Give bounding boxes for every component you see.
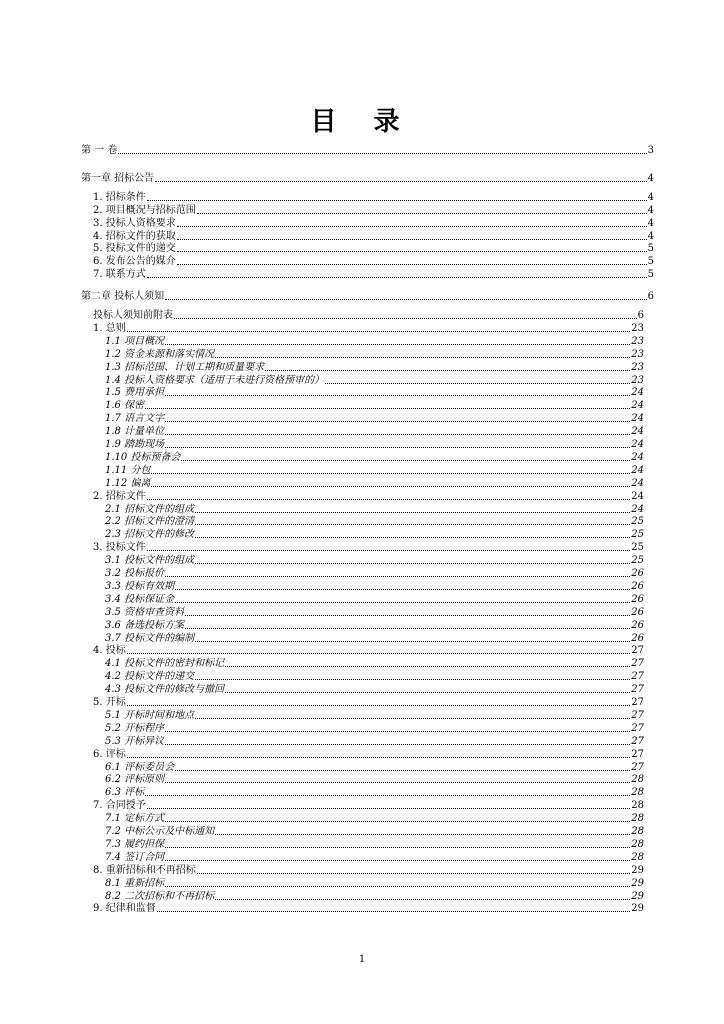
toc-entry[interactable] xyxy=(0,399,644,412)
toc-dot-leader xyxy=(165,446,630,448)
toc-dot-leader xyxy=(118,152,646,154)
toc-dot-leader xyxy=(177,225,647,227)
toc-dot-leader xyxy=(147,549,631,551)
toc-entry-title: 6.2 评标原则 xyxy=(105,774,165,786)
toc-entry[interactable] xyxy=(0,425,644,438)
toc-entry-page: 27 xyxy=(631,761,644,773)
toc-dot-leader xyxy=(165,298,646,300)
toc-entry[interactable] xyxy=(0,902,644,915)
toc-entry-title: 4. 招标文件的获取 xyxy=(93,230,176,242)
toc-entry[interactable] xyxy=(0,451,644,464)
toc-dot-leader xyxy=(175,601,630,603)
toc-entry-page: 6 xyxy=(637,310,644,321)
toc-entry[interactable] xyxy=(0,722,644,735)
toc-entry[interactable] xyxy=(0,528,644,541)
toc-entry-page: 24 xyxy=(631,464,644,476)
toc-entry-page: 4 xyxy=(647,217,654,229)
toc-entry-title: 第一章 招标公告 xyxy=(81,172,155,184)
toc-entry-page: 27 xyxy=(631,684,644,696)
toc-entry[interactable] xyxy=(0,477,644,490)
toc-entry-title: 1. 总则 xyxy=(93,322,126,334)
toc-dot-leader xyxy=(165,846,630,848)
toc-entry-title: 5.1 开标时间和地点 xyxy=(105,709,195,721)
toc-entry-page: 26 xyxy=(631,632,644,644)
toc-entry-title: 2.3 招标文件的修改 xyxy=(105,529,195,541)
toc-entry[interactable] xyxy=(0,191,654,204)
toc-dot-leader xyxy=(127,330,631,332)
toc-entry-title: 2. 项目概况与招标范围 xyxy=(93,204,196,216)
toc-entry-page: 24 xyxy=(631,426,644,438)
toc-entry-title: 3. 投标人资格要求 xyxy=(93,217,176,229)
toc-dot-leader xyxy=(155,180,646,182)
toc-dot-leader xyxy=(151,485,630,487)
toc-entry[interactable] xyxy=(0,268,654,281)
toc-entry-title: 8.2 二次招标和不再招标 xyxy=(105,890,215,902)
toc-dot-leader xyxy=(177,263,647,265)
toc-dot-leader xyxy=(145,794,630,796)
toc-entry[interactable] xyxy=(0,322,644,335)
toc-entry-page: 28 xyxy=(631,774,644,786)
toc-entry[interactable] xyxy=(0,490,644,503)
toc-entry-title: 1.1 项目概况 xyxy=(105,335,165,347)
toc-entry-title: 2. 招标文件 xyxy=(93,490,146,502)
toc-entry[interactable] xyxy=(0,361,644,374)
toc-dot-leader xyxy=(195,511,630,513)
toc-dot-leader xyxy=(185,627,630,629)
toc-dot-leader xyxy=(181,459,630,461)
toc-entry-page: 24 xyxy=(631,413,644,425)
toc-entry-title: 6.1 评标委员会 xyxy=(105,761,175,773)
toc-dot-leader xyxy=(127,652,631,654)
toc-entry-page: 28 xyxy=(631,787,644,799)
toc-dot-leader xyxy=(147,276,647,278)
toc-entry-page: 26 xyxy=(631,568,644,579)
toc-dot-leader xyxy=(197,212,647,214)
toc-dot-leader xyxy=(165,859,630,861)
toc-entry-page: 28 xyxy=(631,851,644,863)
toc-dot-leader xyxy=(325,382,630,384)
toc-entry-page: 27 xyxy=(631,658,644,670)
toc-entry-page: 25 xyxy=(631,542,644,554)
toc-entry-title: 6.3 评标 xyxy=(105,787,145,799)
toc-entry[interactable] xyxy=(0,670,644,683)
toc-entry-title: 5. 开标 xyxy=(93,697,126,708)
toc-entry[interactable] xyxy=(0,748,644,761)
toc-entry-title: 1.8 计量单位 xyxy=(105,426,165,438)
toc-dot-leader xyxy=(195,536,630,538)
toc-title: 目 录 xyxy=(310,107,414,137)
toc-entry[interactable] xyxy=(0,204,654,217)
toc-entry-page: 27 xyxy=(631,709,644,721)
toc-entry-title: 7.3 履约担保 xyxy=(105,838,165,850)
toc-dot-leader xyxy=(165,420,630,422)
toc-dot-leader xyxy=(127,704,631,706)
toc-entry[interactable] xyxy=(0,567,644,580)
toc-entry[interactable] xyxy=(0,290,654,303)
toc-dot-leader xyxy=(215,356,630,358)
toc-dot-leader xyxy=(215,898,630,900)
toc-dot-leader xyxy=(265,369,630,371)
toc-entry-page: 28 xyxy=(631,826,644,837)
toc-dot-leader xyxy=(127,756,631,758)
toc-entry-title: 6. 发布公告的媒介 xyxy=(93,256,176,268)
toc-entry-page: 25 xyxy=(631,516,644,528)
toc-entry-title: 7.2 中标公示及中标通知 xyxy=(105,826,215,837)
toc-entry-page: 26 xyxy=(631,593,644,605)
toc-entry[interactable] xyxy=(0,464,644,477)
toc-entry-page: 23 xyxy=(631,335,644,347)
toc-entry-title: 1.4 投标人资格要求（适用于未进行资格预审的） xyxy=(105,374,325,386)
toc-dot-leader xyxy=(197,872,631,874)
toc-entry-title: 8. 重新招标和不再招标 xyxy=(93,864,196,876)
toc-dot-leader xyxy=(165,343,630,345)
toc-dot-leader xyxy=(195,562,630,564)
toc-entry-page: 29 xyxy=(631,864,644,876)
toc-entry-page: 5 xyxy=(647,243,654,255)
toc-entry-title: 3.4 投标保证金 xyxy=(105,593,175,605)
toc-entry-page: 23 xyxy=(631,348,644,360)
toc-entry-title: 7. 联系方式 xyxy=(93,269,146,281)
toc-entry-title: 4.2 投标文件的递交 xyxy=(105,671,195,683)
toc-dot-leader xyxy=(195,523,630,525)
toc-dot-leader xyxy=(147,199,647,201)
toc-entry-page: 27 xyxy=(631,671,644,683)
toc-entry[interactable] xyxy=(0,374,644,387)
toc-entry-page: 25 xyxy=(631,529,644,541)
toc-entry-title: 1.5 费用承担 xyxy=(105,387,165,399)
toc-entry-title: 3.7 投标文件的编制 xyxy=(105,632,195,644)
toc-entry-title: 1.7 语言文字 xyxy=(105,413,165,425)
toc-dot-leader xyxy=(177,238,647,240)
toc-dot-leader xyxy=(151,472,630,474)
toc-entry-page: 4 xyxy=(647,172,654,184)
toc-entry[interactable] xyxy=(0,554,644,567)
toc-dot-leader xyxy=(225,691,630,693)
toc-dot-leader xyxy=(175,588,630,590)
toc-dot-leader xyxy=(165,730,630,732)
toc-dot-leader xyxy=(165,575,630,577)
toc-entry-page: 23 xyxy=(631,374,644,386)
toc-entry[interactable] xyxy=(0,217,654,230)
toc-entry-page: 24 xyxy=(631,477,644,489)
toc-entry[interactable] xyxy=(0,890,644,903)
toc-entry-page: 24 xyxy=(631,439,644,450)
toc-entry-title: 3.6 备选投标方案 xyxy=(105,619,185,631)
toc-entry[interactable] xyxy=(0,657,644,670)
toc-entry-page: 29 xyxy=(631,877,644,889)
toc-dot-leader xyxy=(225,665,630,667)
toc-dot-leader xyxy=(175,769,630,771)
toc-entry-title: 4.3 投标文件的修改与撤回 xyxy=(105,684,225,696)
toc-entry-title: 1. 招标条件 xyxy=(93,191,146,203)
toc-dot-leader xyxy=(165,820,630,822)
toc-entry[interactable] xyxy=(0,255,654,268)
toc-entry[interactable] xyxy=(0,580,644,593)
toc-dot-leader xyxy=(147,807,631,809)
toc-dot-leader xyxy=(165,394,630,396)
toc-entry-title: 2.2 招标文件的澄清 xyxy=(105,516,195,528)
toc-entry[interactable] xyxy=(0,619,644,632)
toc-entry[interactable] xyxy=(0,242,654,255)
toc-entry[interactable] xyxy=(0,877,644,890)
toc-entry-title: 5.3 开标异议 xyxy=(105,735,165,747)
toc-entry[interactable] xyxy=(0,438,644,451)
toc-entry-page: 5 xyxy=(647,256,654,268)
toc-dot-leader xyxy=(174,317,637,319)
toc-entry[interactable] xyxy=(0,144,654,157)
toc-entry-title: 5.2 开标程序 xyxy=(105,722,165,734)
toc-entry[interactable] xyxy=(0,735,644,748)
toc-entry-title: 3.5 资格审查资料 xyxy=(105,606,185,618)
toc-entry[interactable] xyxy=(0,851,644,864)
toc-entry[interactable] xyxy=(0,644,644,657)
toc-entry[interactable] xyxy=(0,696,644,709)
toc-entry-page: 27 xyxy=(631,735,644,747)
toc-entry-title: 9. 纪律和监督 xyxy=(93,903,156,915)
toc-entry-page: 27 xyxy=(631,722,644,734)
toc-entry-page: 24 xyxy=(631,451,644,463)
toc-entry[interactable] xyxy=(0,812,644,825)
toc-entry-page: 27 xyxy=(631,697,644,708)
toc-entry-page: 29 xyxy=(631,903,644,915)
toc-entry-title: 1.3 招标范围、计划工期和质量要求 xyxy=(105,361,265,373)
toc-entry-title: 1.10 投标预备会 xyxy=(105,451,181,463)
toc-entry-title: 投标人须知前附表 xyxy=(93,310,173,321)
toc-entry-page: 24 xyxy=(631,387,644,399)
toc-entry[interactable] xyxy=(0,632,644,645)
toc-dot-leader xyxy=(147,498,631,500)
toc-entry-title: 3. 投标文件 xyxy=(93,542,146,554)
toc-entry[interactable] xyxy=(0,348,644,361)
toc-dot-leader xyxy=(165,433,630,435)
toc-entry-title: 7.4 签订合同 xyxy=(105,851,165,863)
toc-entry[interactable] xyxy=(0,230,654,243)
toc-dot-leader xyxy=(195,717,630,719)
toc-entry[interactable] xyxy=(0,593,644,606)
toc-entry-title: 4. 投标 xyxy=(93,645,126,657)
toc-entry-page: 4 xyxy=(647,191,654,203)
toc-entry-title: 1.11 分包 xyxy=(105,464,151,476)
toc-entry[interactable] xyxy=(0,786,644,799)
toc-entry[interactable] xyxy=(0,825,644,838)
toc-entry-title: 第 一 卷 xyxy=(81,145,118,156)
toc-entry-page: 23 xyxy=(631,322,644,334)
toc-entry-title: 1.12 偏离 xyxy=(105,477,151,489)
toc-entry[interactable] xyxy=(0,864,644,877)
toc-entry-page: 25 xyxy=(631,555,644,567)
toc-dot-leader xyxy=(165,743,630,745)
toc-entry[interactable] xyxy=(0,172,654,185)
toc-entry-page: 6 xyxy=(647,291,654,303)
toc-entry-page: 24 xyxy=(631,503,644,515)
toc-entry[interactable] xyxy=(0,335,644,348)
toc-entry-title: 4.1 投标文件的密封和标记 xyxy=(105,658,225,670)
toc-entry-title: 1.2 资金来源和落实情况 xyxy=(105,348,215,360)
toc-entry[interactable] xyxy=(0,541,644,554)
toc-entry-page: 26 xyxy=(631,606,644,618)
toc-entry[interactable] xyxy=(0,412,644,425)
toc-entry-page: 4 xyxy=(647,230,654,242)
toc-entry-page: 24 xyxy=(631,400,644,412)
toc-dot-leader xyxy=(165,885,630,887)
toc-dot-leader xyxy=(195,678,630,680)
toc-entry-page: 23 xyxy=(631,361,644,373)
toc-entry-page: 27 xyxy=(631,645,644,657)
toc-dot-leader xyxy=(157,910,631,912)
toc-dot-leader xyxy=(177,250,647,252)
toc-entry-title: 3.2 投标报价 xyxy=(105,568,165,579)
toc-entry[interactable] xyxy=(0,606,644,619)
toc-entry-page: 3 xyxy=(647,145,654,156)
toc-entry-title: 第二章 投标人须知 xyxy=(81,291,165,303)
toc-entry-page: 28 xyxy=(631,813,644,825)
toc-entry-page: 27 xyxy=(631,748,644,760)
toc-entry-title: 6. 评标 xyxy=(93,748,126,760)
toc-dot-leader xyxy=(195,640,630,642)
page-number: 1 xyxy=(358,954,366,965)
toc-entry[interactable] xyxy=(0,503,644,516)
toc-entry-page: 5 xyxy=(647,269,654,281)
toc-entry-page: 24 xyxy=(631,490,644,502)
toc-entry-title: 1.9 踏勘现场 xyxy=(105,439,165,450)
toc-entry-page: 28 xyxy=(631,800,644,812)
toc-entry[interactable] xyxy=(0,309,644,322)
toc-entry-title: 3.1 投标文件的组成 xyxy=(105,555,195,567)
toc-dot-leader xyxy=(145,407,630,409)
toc-entry[interactable] xyxy=(0,761,644,774)
toc-entry-page: 29 xyxy=(631,890,644,902)
toc-entry-page: 4 xyxy=(647,204,654,216)
toc-entry-title: 8.1 重新招标 xyxy=(105,877,165,889)
toc-entry[interactable] xyxy=(0,386,644,399)
toc-dot-leader xyxy=(165,781,630,783)
toc-entry-page: 28 xyxy=(631,838,644,850)
toc-dot-leader xyxy=(215,833,630,835)
toc-dot-leader xyxy=(185,614,630,616)
toc-entry-title: 7.1 定标方式 xyxy=(105,813,165,825)
toc-entry-title: 1.6 保密 xyxy=(105,400,145,412)
toc-entry[interactable] xyxy=(0,709,644,722)
toc-entry[interactable] xyxy=(0,799,644,812)
toc-entry-title: 2.1 招标文件的组成 xyxy=(105,503,195,515)
toc-entry[interactable] xyxy=(0,773,644,786)
toc-entry-title: 5. 投标文件的递交 xyxy=(93,243,176,255)
toc-entry-title: 3.3 投标有效期 xyxy=(105,580,175,592)
toc-entry[interactable] xyxy=(0,838,644,851)
toc-entry-title: 7. 合同授予 xyxy=(93,800,146,812)
toc-entry-page: 26 xyxy=(631,580,644,592)
toc-entry[interactable] xyxy=(0,515,644,528)
toc-entry[interactable] xyxy=(0,683,644,696)
toc-entry-page: 26 xyxy=(631,619,644,631)
